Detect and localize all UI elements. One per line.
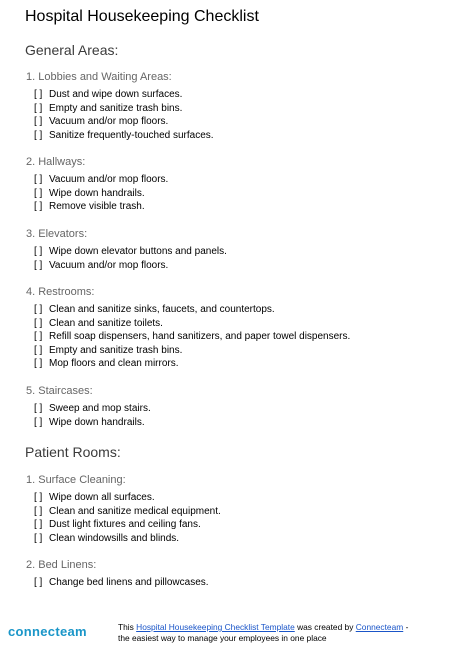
checkbox-marker[interactable]: [ ]: [34, 174, 43, 185]
checklist-item-label: Empty and sanitize trash bins.: [49, 344, 183, 356]
checklist-item[interactable]: [34, 115, 214, 129]
checklist-item-label: Sanitize frequently-touched surfaces.: [49, 129, 214, 141]
checklist-item-label: Vacuum and/or mop floors.: [49, 259, 169, 271]
checklist-item[interactable]: [34, 505, 221, 519]
template-link[interactable]: Hospital Housekeeping Checklist Template: [136, 622, 295, 632]
footer-text-created: was created by: [297, 622, 354, 632]
footer-text-dash: -: [405, 622, 409, 632]
checkbox-marker[interactable]: [ ]: [34, 416, 43, 428]
checklist-item-label: Clean and sanitize toilets.: [49, 317, 163, 329]
checkbox-marker[interactable]: [ ]: [34, 89, 43, 100]
checklist-item-label: Dust and wipe down surfaces.: [49, 89, 183, 100]
checklist-surface-cleaning: [34, 491, 221, 545]
checklist-item[interactable]: [34, 330, 350, 344]
checklist-item-label: Change bed linens and pillowcases.: [49, 577, 209, 588]
connecteam-logo[interactable]: connecteam: [8, 624, 87, 639]
checkbox-marker[interactable]: [ ]: [34, 187, 43, 199]
footer-text-this: This: [118, 622, 134, 632]
checkbox-marker[interactable]: [ ]: [34, 102, 43, 114]
checkbox-marker[interactable]: [ ]: [34, 358, 43, 370]
subsection-heading-lobbies: 1. Lobbies and Waiting Areas:: [26, 71, 172, 83]
subsection-heading-bed-linens: 2. Bed Linens:: [26, 559, 97, 571]
checkbox-marker[interactable]: [ ]: [34, 201, 43, 213]
checklist-item[interactable]: [34, 344, 350, 358]
checkbox-marker[interactable]: [ ]: [34, 519, 43, 531]
section-heading-patient-rooms: Patient Rooms:: [25, 444, 121, 460]
checklist-lobbies: [34, 88, 214, 142]
checklist-item[interactable]: [34, 129, 214, 143]
checklist-item[interactable]: [34, 88, 214, 102]
checklist-item[interactable]: [34, 416, 151, 430]
checklist-item[interactable]: [34, 402, 151, 416]
checklist-item[interactable]: [34, 245, 227, 259]
checkbox-marker[interactable]: [ ]: [34, 246, 43, 257]
checklist-item-label: Clean and sanitize medical equipment.: [49, 505, 221, 517]
checklist-item-label: Wipe down handrails.: [49, 187, 145, 199]
checkbox-marker[interactable]: [ ]: [34, 259, 43, 271]
checklist-item-label: Vacuum and/or mop floors.: [49, 116, 169, 128]
checklist-item-label: Refill soap dispensers, hand sanitizers, and paper towel dispensers.: [49, 331, 351, 343]
subsection-heading-elevators: 3. Elevators:: [26, 228, 88, 240]
subsection-heading-staircases: 5. Staircases:: [26, 385, 93, 397]
subsection-heading-hallways: 2. Hallways:: [26, 156, 86, 168]
footer-text-rest: the easiest way to manage your employees in one place: [118, 633, 327, 643]
checklist-item[interactable]: [34, 532, 221, 546]
checklist-item-label: Sweep and mop stairs.: [49, 403, 151, 414]
checklist-item[interactable]: [34, 259, 227, 273]
checklist-item[interactable]: [34, 303, 350, 317]
checklist-item-label: Clean windowsills and blinds.: [49, 532, 180, 544]
checkbox-marker[interactable]: [ ]: [34, 344, 43, 356]
checklist-item-label: Wipe down elevator buttons and panels.: [49, 246, 227, 257]
subsection-heading-surface-cleaning: 1. Surface Cleaning:: [26, 474, 126, 486]
checklist-item[interactable]: [34, 187, 168, 201]
checklist-item[interactable]: [34, 491, 221, 505]
checkbox-marker[interactable]: [ ]: [34, 331, 43, 343]
connecteam-link[interactable]: Connecteam: [355, 622, 404, 632]
checklist-item-label: Vacuum and/or mop floors.: [49, 174, 169, 185]
checklist-elevators: [34, 245, 227, 272]
checklist-item[interactable]: [34, 357, 350, 371]
checklist-item-label: Mop floors and clean mirrors.: [49, 358, 179, 370]
checkbox-marker[interactable]: [ ]: [34, 492, 43, 503]
checkbox-marker[interactable]: [ ]: [34, 317, 43, 329]
checklist-item-label: Wipe down handrails.: [49, 416, 145, 428]
checkbox-marker[interactable]: [ ]: [34, 505, 43, 517]
checklist-hallways: [34, 173, 168, 214]
checkbox-marker[interactable]: [ ]: [34, 129, 43, 141]
checklist-item-label: Wipe down all surfaces.: [49, 492, 155, 503]
checklist-item-label: Dust light fixtures and ceiling fans.: [49, 519, 201, 531]
checklist-item[interactable]: [34, 102, 214, 116]
checkbox-marker[interactable]: [ ]: [34, 116, 43, 128]
checklist-item[interactable]: [34, 317, 350, 331]
footer-attribution: [118, 622, 468, 644]
checklist-item[interactable]: [34, 518, 221, 532]
checkbox-marker[interactable]: [ ]: [34, 532, 43, 544]
subsection-heading-restrooms: 4. Restrooms:: [26, 286, 95, 298]
checklist-item[interactable]: [34, 200, 168, 214]
document-title: Hospital Housekeeping Checklist: [25, 8, 259, 25]
checkbox-marker[interactable]: [ ]: [34, 304, 43, 315]
checklist-restrooms: [34, 303, 350, 371]
section-heading-general-areas: General Areas:: [25, 42, 119, 58]
checklist-bed-linens: [34, 576, 209, 590]
checklist-item-label: Remove visible trash.: [49, 201, 145, 213]
checklist-staircases: [34, 402, 151, 429]
checklist-item[interactable]: [34, 576, 209, 590]
checkbox-marker[interactable]: [ ]: [34, 577, 43, 588]
checklist-item-label: Empty and sanitize trash bins.: [49, 102, 183, 114]
checkbox-marker[interactable]: [ ]: [34, 403, 43, 414]
checklist-item-label: Clean and sanitize sinks, faucets, and countertops.: [49, 304, 275, 315]
checklist-item[interactable]: [34, 173, 168, 187]
